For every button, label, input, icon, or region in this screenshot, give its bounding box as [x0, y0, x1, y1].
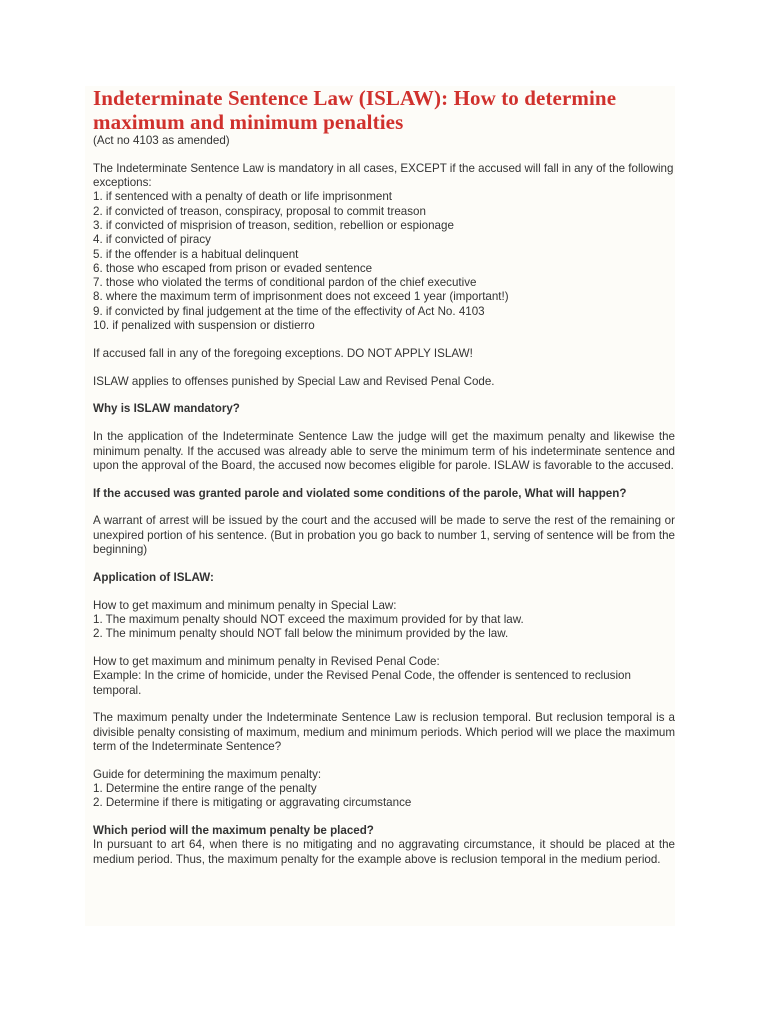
list-item: 2. Determine if there is mitigating or aggravating circumstance	[93, 796, 412, 810]
guide-intro: Guide for determining the maximum penalty:	[93, 767, 322, 781]
list-item: 3. if convicted of misprision of treason, sedition, rebellion or espionage	[93, 218, 454, 232]
list-item: 2. The minimum penalty should NOT fall below the minimum provided by the law.	[93, 627, 509, 641]
rpc-intro: How to get maximum and minimum penalty in Revised Penal Code:	[93, 655, 440, 669]
list-item: 2. if convicted of treason, conspiracy, proposal to commit treason	[93, 204, 426, 218]
paragraph-parole-violation: A warrant of arrest will be issued by the court and the accused will be made to serve the rest of the remaining or unexpired portion of his sentence. (But in probation you go back to number 1, serving of sentence will be from the beginning)	[93, 514, 675, 557]
paragraph-why-mandatory: In the application of the Indeterminate Sentence Law the judge will get the maximum penalty and likewise the minimum penalty. If the accused was already able to serve the minimum term of his indeterminate sentence and upon the approval of the Board, the accused now becomes eligible for parole. ISLAW is favorable to the accused.	[93, 430, 675, 472]
exceptions-note: If accused fall in any of the foregoing exceptions. DO NOT APPLY ISLAW!	[93, 346, 473, 360]
list-item: 5. if the offender is a habitual delinquent	[93, 247, 299, 261]
exceptions-list	[93, 190, 675, 333]
document-content	[93, 87, 675, 867]
document-subtitle: (Act no 4103 as amended)	[93, 134, 230, 147]
special-law-list	[93, 613, 675, 642]
list-item: 10. if penalized with suspension or distierro	[93, 319, 315, 333]
list-item: 1. Determine the entire range of the penalty	[93, 782, 317, 796]
special-law-intro: How to get maximum and minimum penalty in Special Law:	[93, 598, 397, 612]
list-item: 1. The maximum penalty should NOT exceed the maximum provided for by that law.	[93, 612, 524, 626]
list-item: 1. if sentenced with a penalty of death or life imprisonment	[93, 190, 393, 204]
applies-note: ISLAW applies to offenses punished by Special Law and Revised Penal Code.	[93, 374, 495, 388]
list-item: 6. those who escaped from prison or evaded sentence	[93, 261, 373, 275]
list-item: 7. those who violated the terms of conditional pardon of the chief executive	[93, 276, 477, 290]
list-item: 8. where the maximum term of imprisonment does not exceed 1 year (important!)	[93, 290, 509, 304]
heading-period: Which period will the maximum penalty be placed?	[93, 824, 374, 838]
list-item: 9. if convicted by final judgement at the time of the effectivity of Act No. 4103	[93, 304, 485, 318]
heading-application: Application of ISLAW:	[93, 570, 214, 584]
heading-why-mandatory: Why is ISLAW mandatory?	[93, 402, 240, 416]
intro-paragraph: The Indeterminate Sentence Law is mandatory in all cases, EXCEPT if the accused will fall in any of the following exceptions:	[93, 161, 674, 190]
paragraph-reclusion: The maximum penalty under the Indeterminate Sentence Law is reclusion temporal. But reclusion temporal is a divisible penalty consisting of maximum, medium and minimum periods. Which period will we place the maximum term of the Indeterminate Sentence?	[93, 711, 675, 753]
paragraph-period: In pursuant to art 64, when there is no mitigating and no aggravating circumstance, it should be placed at the medium period. Thus, the maximum penalty for the example above is reclusion temporal in the medium period.	[93, 838, 675, 866]
list-item: 4. if convicted of piracy	[93, 233, 211, 247]
document-title: Indeterminate Sentence Law (ISLAW): How to determine maximum and minimum penalties	[93, 86, 617, 134]
rpc-example: Example: In the crime of homicide, under the Revised Penal Code, the offender is sentenced to reclusion temporal.	[93, 669, 631, 697]
heading-parole-violation: If the accused was granted parole and violated some conditions of the parole, What will happen?	[93, 486, 627, 500]
guide-list	[93, 782, 675, 811]
